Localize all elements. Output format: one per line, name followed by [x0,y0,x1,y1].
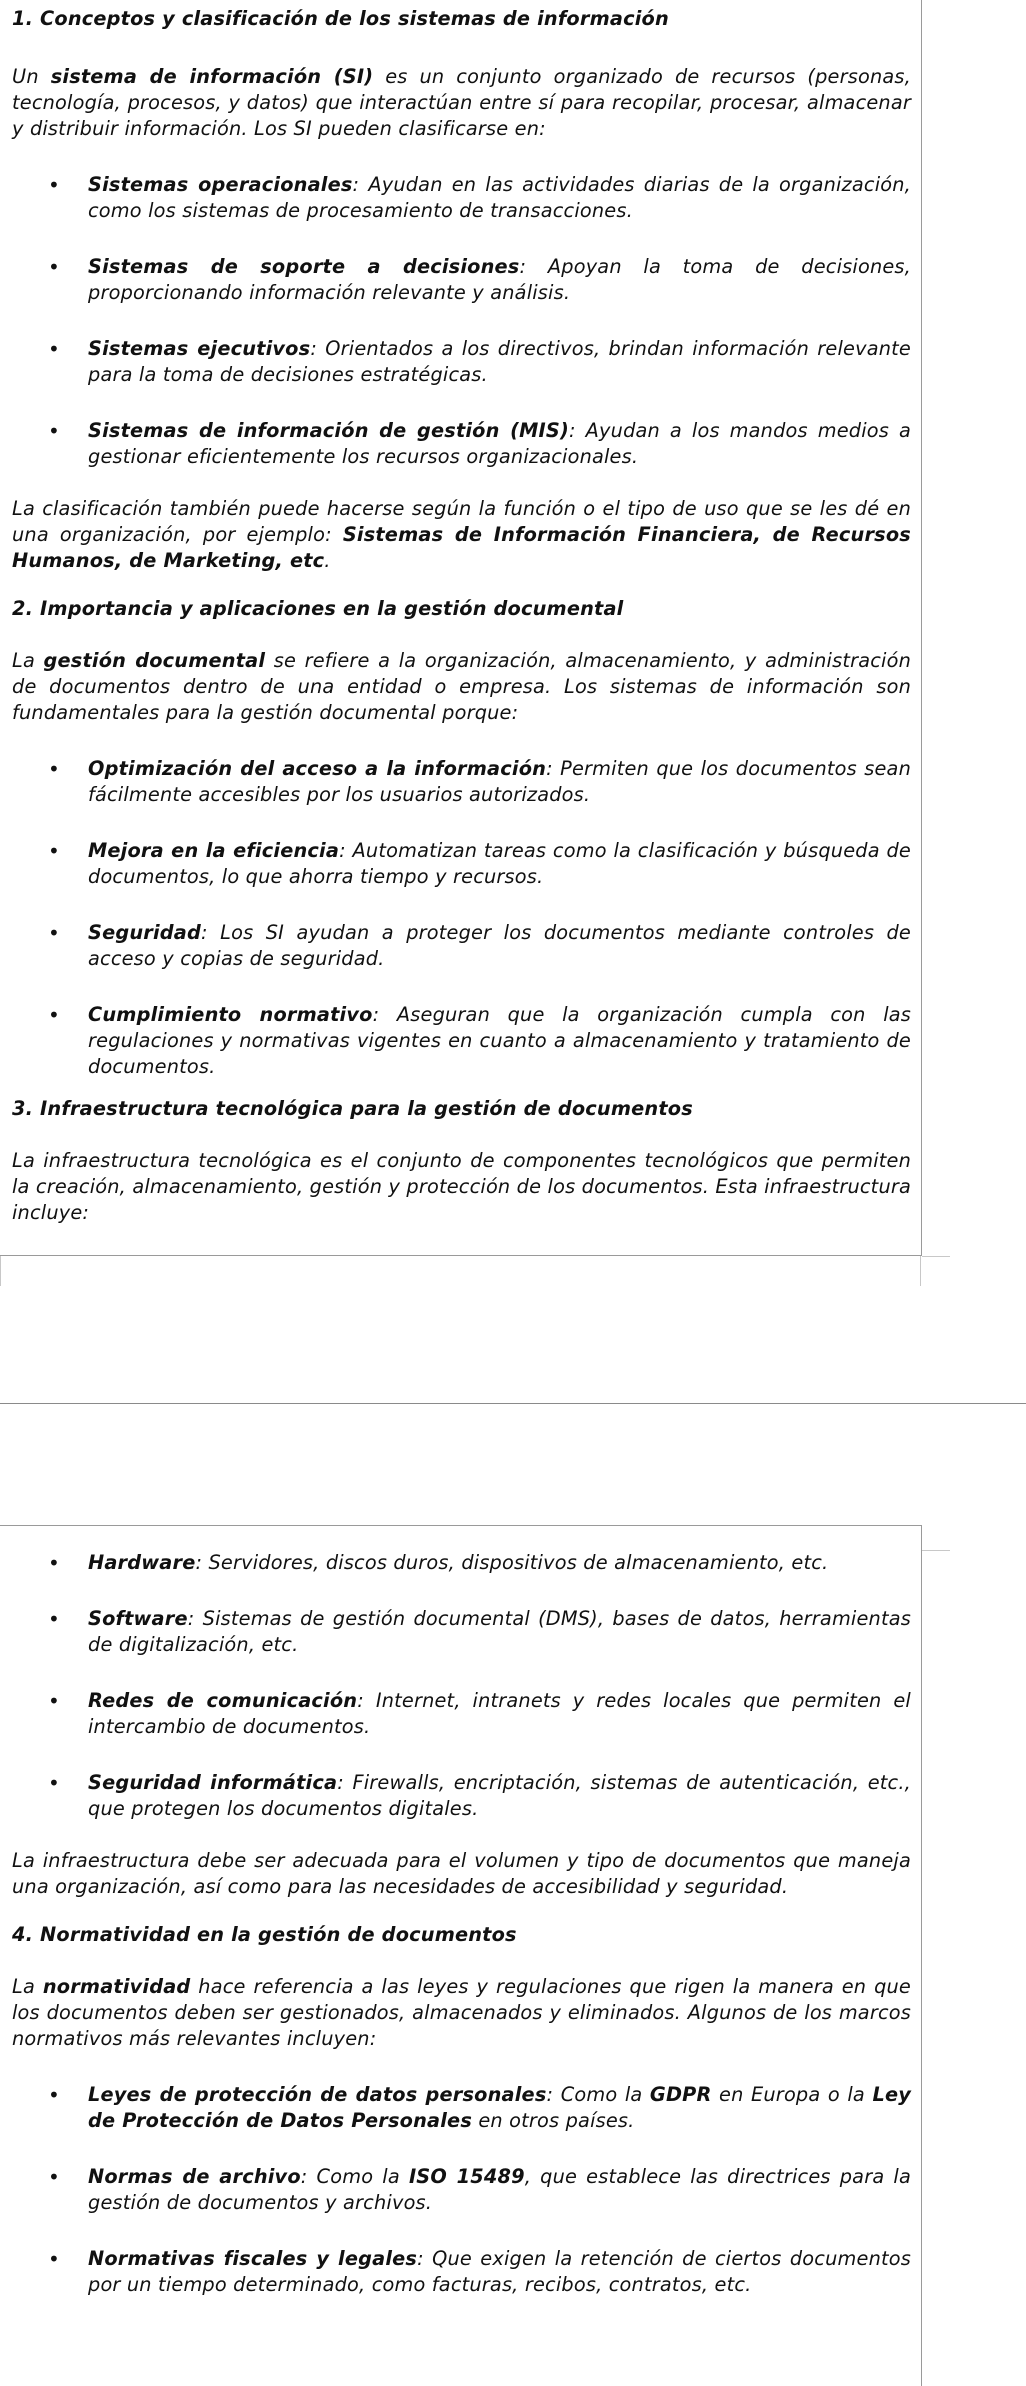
page-corner-mark [922,1256,950,1257]
list-item: • Seguridad informática: Firewalls, encriptación, sistemas de autenticación, etc., que protegen los documentos digitales. [12,1770,911,1822]
list-item: • Mejora en la eficiencia: Automatizan tareas como la clasificación y búsqueda de documentos, lo que ahorra tiempo y recursos. [12,838,911,890]
page-break-line [0,1403,1026,1404]
list-item: • Sistemas de información de gestión (MIS): Ayudan a los mandos medios a gestionar eficientemente los recursos organizacionales. [12,418,911,470]
page-content [0,6,921,1226]
list-item: • Software: Sistemas de gestión documental (DMS), bases de datos, herramientas de digitalización, etc. [12,1606,911,1658]
list-item: • Optimización del acceso a la información: Permiten que los documentos sean fácilmente accesibles por los usuarios autorizados. [12,756,911,808]
section-4-title: 4. Normatividad en la gestión de documentos [12,1923,517,1946]
page-content [0,1550,921,2298]
section-1-closing: La clasificación también puede hacerse según la función o el tipo de uso que se les dé en una organización, por ejemplo: Sistemas de Información Financiera, de Recursos Humanos, de Marketing, etc. [12,497,911,572]
list-item: • Sistemas de soporte a decisiones: Apoyan la toma de decisiones, proporcionando información relevante y análisis. [12,254,911,306]
section-1-title: 1. Conceptos y clasificación de los sistemas de información [12,7,669,30]
section-4-intro: La normatividad hace referencia a las leyes y regulaciones que rigen la manera en que los documentos deben ser gestionados, almacenados y eliminados. Algunos de los marcos normativos más relevantes incluyen: [12,1975,911,2050]
section-2-title: 2. Importancia y aplicaciones en la gestión documental [12,597,624,620]
section-4-list [12,2082,911,2298]
list-item: • Sistemas operacionales: Ayudan en las actividades diarias de la organización, como los sistemas de procesamiento de transacciones. [12,172,911,224]
section-2-intro: La gestión documental se refiere a la organización, almacenamiento, y administración de documentos dentro de una entidad o empresa. Los sistemas de información son fundamentales para la gestión documental porque: [12,649,911,724]
section-1-intro: Un sistema de información (SI) es un conjunto organizado de recursos (personas, tecnología, procesos, y datos) que interactúan entre sí para recopilar, procesar, almacenar y distribuir información. Los SI pueden clasificarse en: [12,65,912,140]
section-2-list [12,756,911,1080]
section-3-closing: La infraestructura debe ser adecuada para el volumen y tipo de documentos que maneja una organización, así como para las necesidades de accesibilidad y seguridad. [12,1849,911,1898]
list-item: • Cumplimiento normativo: Aseguran que la organización cumpla con las regulaciones y normativas vigentes en cuanto a almacenamiento y tratamiento de documentos. [12,1002,911,1080]
page-corner-mark [922,1550,950,1551]
section-3-list [12,1550,911,1822]
page-corner-mark [920,1256,921,1286]
list-item: • Leyes de protección de datos personales: Como la GDPR en Europa o la Ley de Protección de Datos Personales en otros países. [12,2082,911,2134]
list-item: • Normativas fiscales y legales: Que exigen la retención de ciertos documentos por un tiempo determinado, como facturas, recibos, contratos, etc. [12,2246,911,2298]
document-page-2 [0,1525,922,2386]
list-item: • Redes de comunicación: Internet, intranets y redes locales que permiten el intercambio de documentos. [12,1688,911,1740]
section-3-intro: La infraestructura tecnológica es el conjunto de componentes tecnológicos que permiten la creación, almacenamiento, gestión y protección de los documentos. Esta infraestructura incluye: [12,1149,912,1224]
list-item: • Hardware: Servidores, discos duros, dispositivos de almacenamiento, etc. [12,1550,911,1576]
list-item: • Normas de archivo: Como la ISO 15489, que establece las directrices para la gestión de documentos y archivos. [12,2164,911,2216]
list-item: • Seguridad: Los SI ayudan a proteger los documentos mediante controles de acceso y copias de seguridad. [12,920,911,972]
list-item: • Sistemas ejecutivos: Orientados a los directivos, brindan información relevante para la toma de decisiones estratégicas. [12,336,911,388]
section-1-list [12,172,911,470]
page-corner-mark [0,1256,1,1286]
document-page-1 [0,0,922,1256]
section-3-title: 3. Infraestructura tecnológica para la gestión de documentos [12,1097,693,1120]
